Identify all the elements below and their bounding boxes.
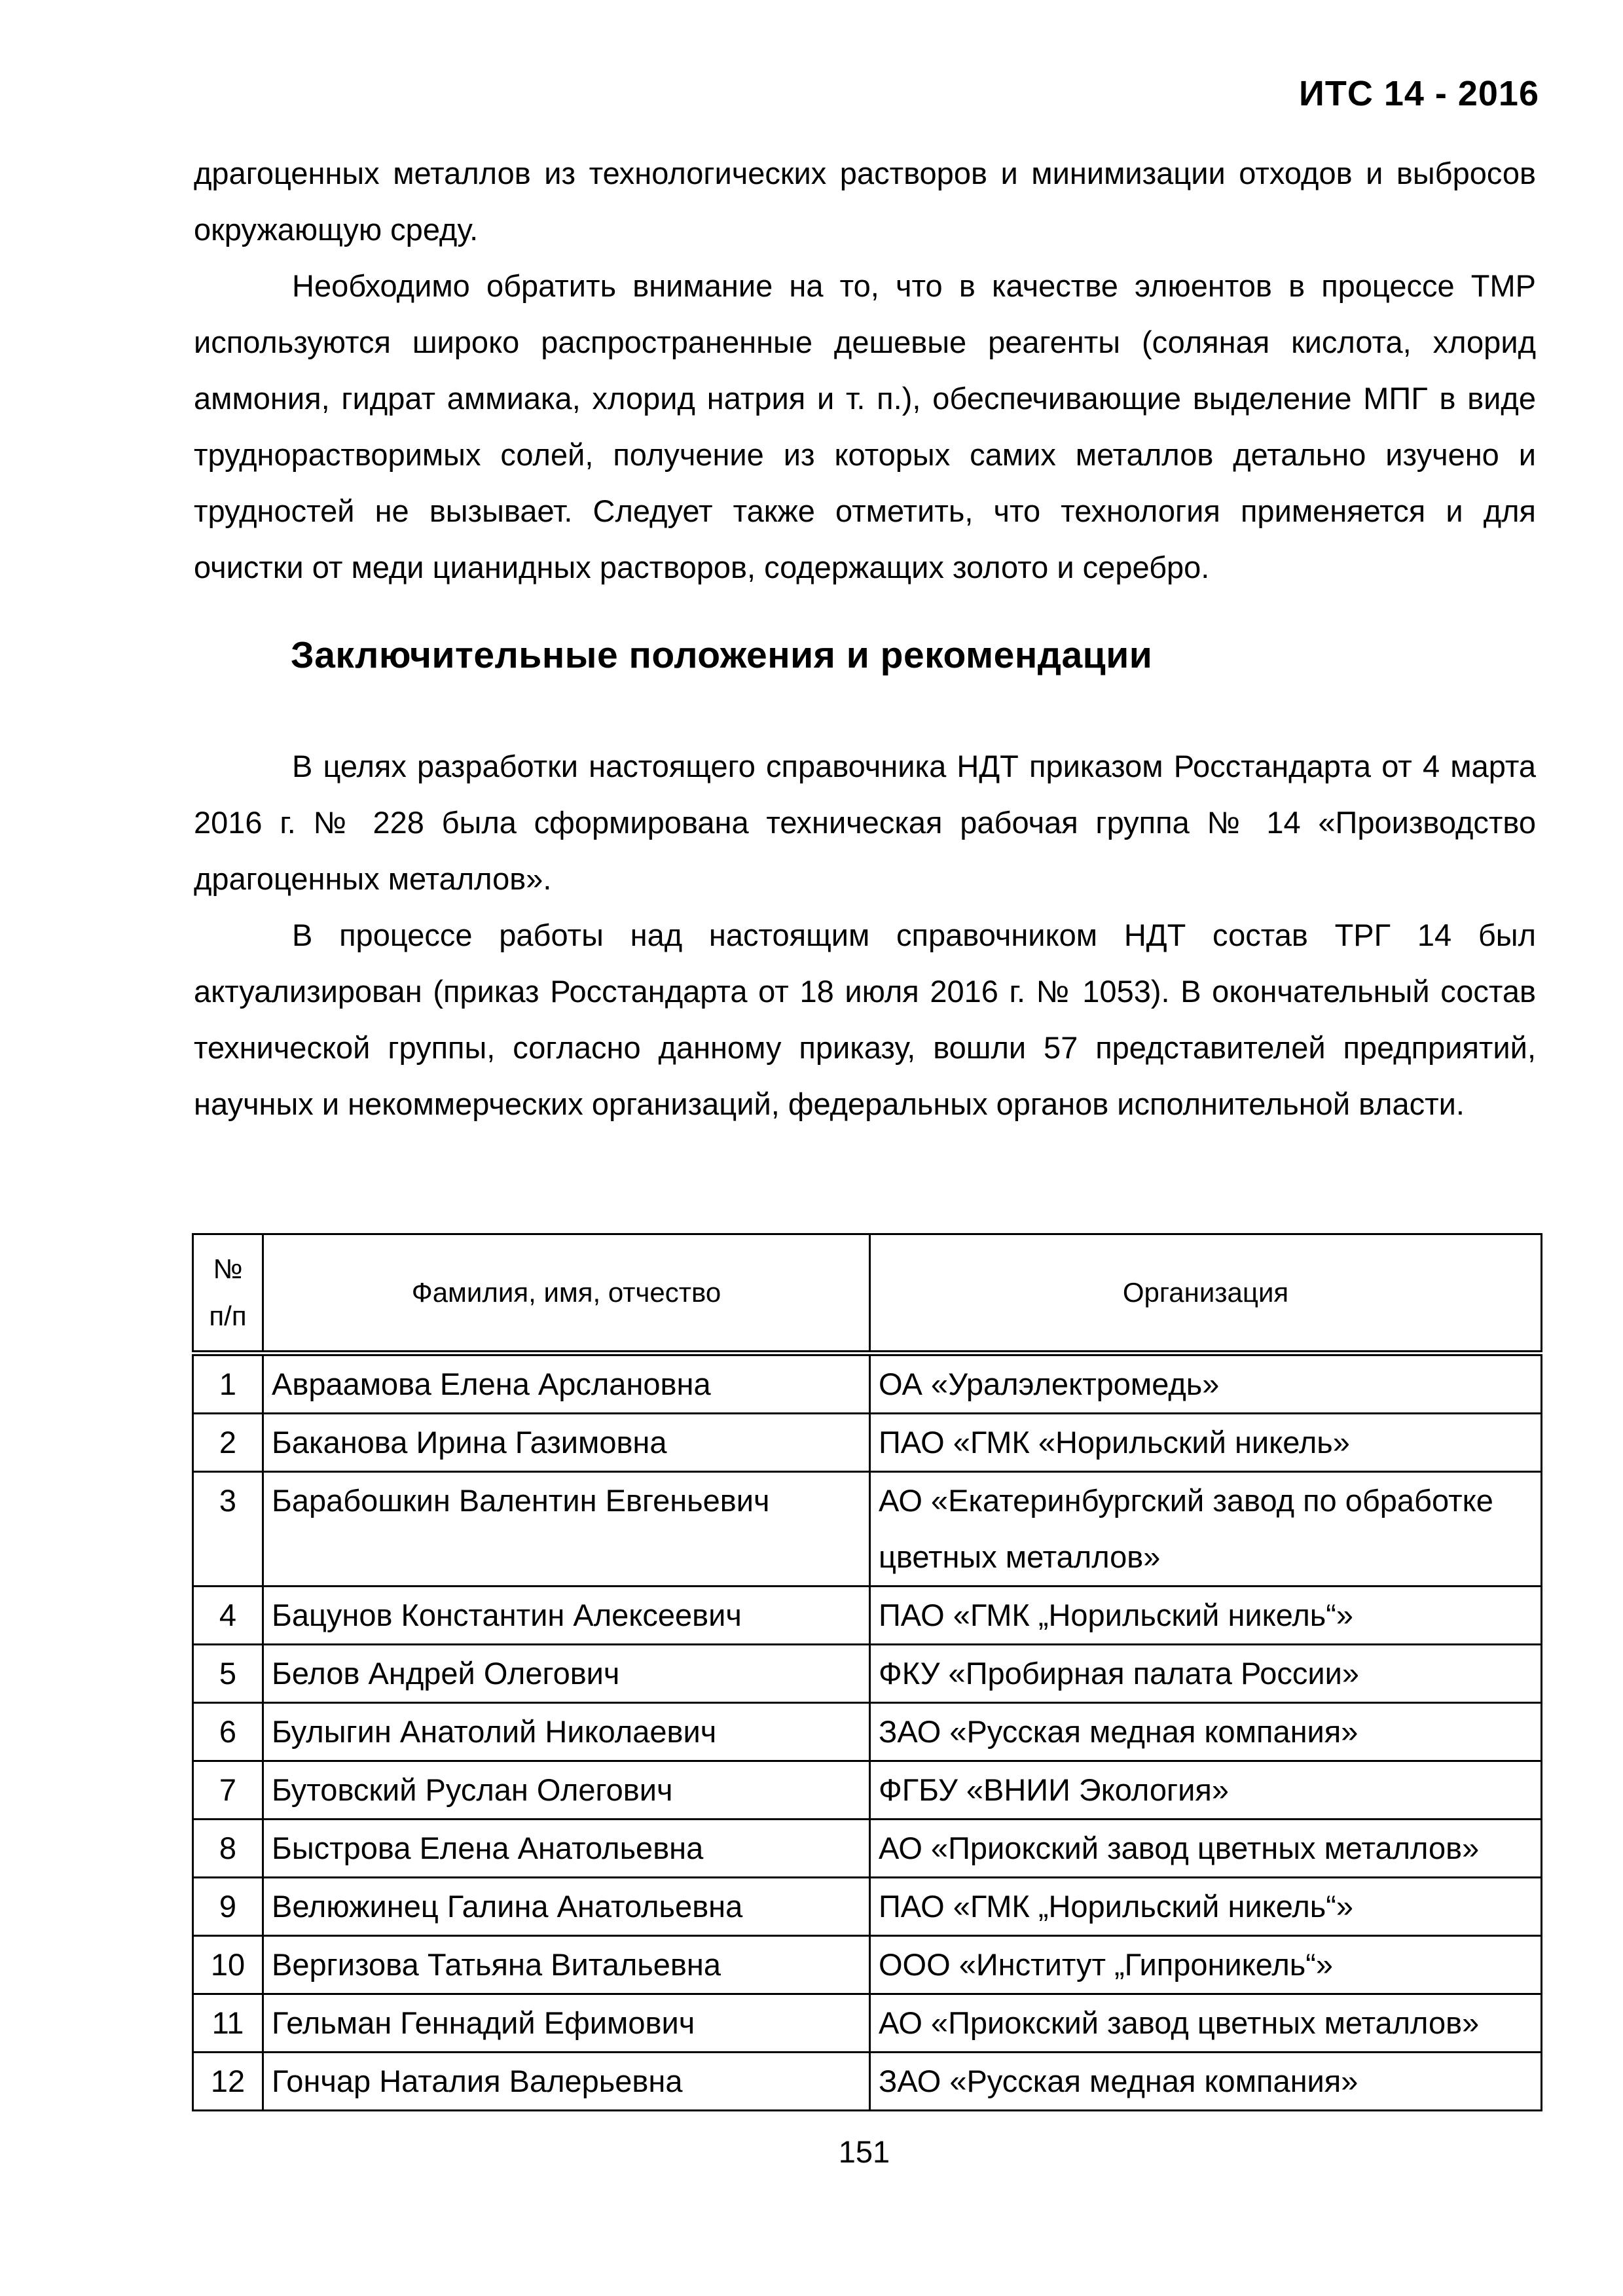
row-org: ФГБУ «ВНИИ Экология» [870,1761,1542,1820]
table-row [193,1354,1542,1414]
page-number: 151 [838,2134,890,2169]
row-num: 2 [193,1414,263,1472]
table-row [193,1703,1542,1761]
row-org: АО «Екатеринбургский завод по обработке цветных металлов» [870,1472,1542,1587]
row-org: ПАО «ГМК „Норильский никель“» [870,1587,1542,1645]
document-code: ИТС 14 - 2016 [1299,74,1539,113]
row-org: ФКУ «Пробирная палата России» [870,1645,1542,1703]
row-num: 4 [193,1587,263,1645]
row-org: ЗАО «Русская медная компания» [870,2053,1542,2111]
header-org: Организация [870,1234,1542,1354]
row-org: ООО «Институт „Гипроникель“» [870,1936,1542,1994]
row-name: Белов Андрей Олегович [263,1645,870,1703]
intro-continuation: драгоценных металлов из технологических растворов и минимизации отходов и выбросов окружающую среду. [194,156,1536,247]
row-org: АО «Приокский завод цветных металлов» [870,1820,1542,1878]
members-table [192,1233,1542,2111]
row-org: ЗАО «Русская медная компания» [870,1703,1542,1761]
row-org: ПАО «ГМК „Норильский никель“» [870,1878,1542,1936]
row-num: 11 [193,1994,263,2053]
row-name: Велюжинец Галина Анатольевна [263,1878,870,1936]
table-row [193,1761,1542,1820]
row-num: 3 [193,1472,263,1587]
row-name: Барабошкин Валентин Евгеньевич [263,1472,870,1587]
intro-paragraph: Необходимо обратить внимание на то, что в качестве элюентов в процессе ТМР используются широко распространенные дешевые реагенты (соляная кислота, хлорид аммония, гидрат аммиака, хлорид натрия и т. п.), обеспечивающие выделение МПГ в виде труднорастворимых солей, получение из которых самих металлов детально изучено и трудностей не вызывает. Следует также отметить, что технология применяется и для очистки от меди цианидных растворов, содержащих золото и серебро. [194,268,1536,584]
row-num: 5 [193,1645,263,1703]
row-name: Бутовский Руслан Олегович [263,1761,870,1820]
intro-text [194,145,1536,596]
table-row [193,1878,1542,1936]
row-num: 1 [193,1354,263,1414]
row-name: Гельман Геннадий Ефимович [263,1994,870,2053]
row-name: Авраамова Елена Арслановна [263,1354,870,1414]
row-num: 9 [193,1878,263,1936]
header-name: Фамилия, имя, отчество [263,1234,870,1354]
table-row [193,1472,1542,1587]
section-paragraph-2: В процессе работы над настоящим справочником НДТ состав ТРГ 14 был актуализирован (приказ Росстандарта от 18 июля 2016 г. № 1053). В окончательный состав технической группы, согласно данному приказу, вошли 57 представителей предприятий, научных и некоммерческих организаций, федеральных органов исполнительной власти. [194,918,1536,1121]
row-name: Быстрова Елена Анатольевна [263,1820,870,1878]
section-paragraph-1: В целях разработки настоящего справочника НДТ приказом Росстандарта от 4 марта 2016 г. № 228 была сформирована техническая рабочая группа № 14 «Производство драгоценных металлов». [194,749,1536,896]
table-row [193,2053,1542,2111]
row-name: Булыгин Анатолий Николаевич [263,1703,870,1761]
row-name: Гончар Наталия Валерьевна [263,2053,870,2111]
row-name: Бацунов Константин Алексеевич [263,1587,870,1645]
row-org: ПАО «ГМК «Норильский никель» [870,1414,1542,1472]
row-name: Вергизова Татьяна Витальевна [263,1936,870,1994]
table-row [193,1994,1542,2053]
header-num: № п/п [193,1234,263,1354]
table-row [193,1820,1542,1878]
section-title: Заключительные положения и рекомендации [291,634,1153,676]
row-num: 10 [193,1936,263,1994]
section-text [194,738,1536,1132]
table-row [193,1414,1542,1472]
row-org: АО «Приокский завод цветных металлов» [870,1994,1542,2053]
row-num: 6 [193,1703,263,1761]
row-org: ОА «Уралэлектромедь» [870,1354,1542,1414]
table-row [193,1587,1542,1645]
row-num: 8 [193,1820,263,1878]
table-header-row [193,1234,1542,1354]
row-name: Баканова Ирина Газимовна [263,1414,870,1472]
table-row [193,1645,1542,1703]
row-num: 12 [193,2053,263,2111]
row-num: 7 [193,1761,263,1820]
table-row [193,1936,1542,1994]
